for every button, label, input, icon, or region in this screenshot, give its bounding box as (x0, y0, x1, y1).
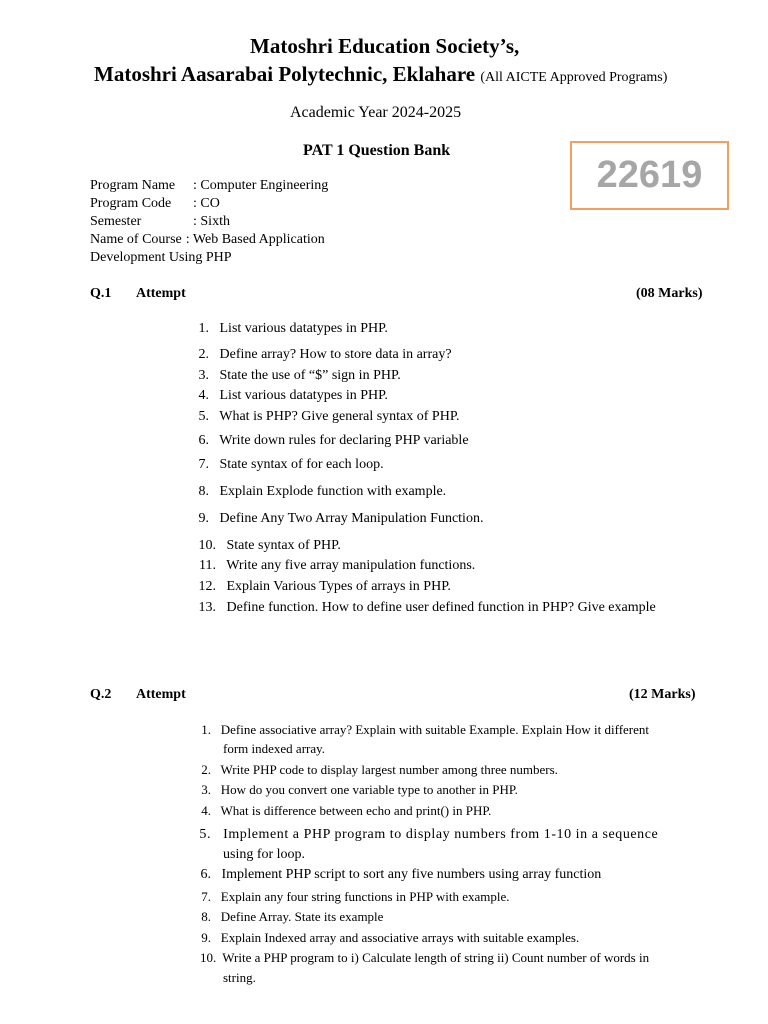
question-item: 9. Explain Indexed array and associative arrays with suitable examples. (201, 930, 580, 945)
info-row (90, 231, 328, 249)
institute-title: Matoshri Aasarabai Polytechnic, Eklahare (94, 62, 476, 86)
question-item: 10. Write a PHP program to i) Calculate length of string ii) Count number of words in (200, 950, 650, 965)
question-item: 2. Write PHP code to display largest number among three numbers. (201, 762, 558, 777)
question-item: 3. State the use of “$” sign in PHP. (198, 368, 401, 383)
q2-number: Q.2 (90, 687, 112, 702)
info-value: : Web Based Application (185, 232, 325, 247)
info-row (90, 213, 328, 231)
question-item-continuation: string. (223, 970, 256, 985)
question-item: 1. Define associative array? Explain with suitable Example. Explain How it different (201, 722, 650, 737)
info-key: Semester (90, 214, 142, 229)
question-item: 5. What is PHP? Give general syntax of PHP. (198, 409, 460, 424)
q1-marks: (08 Marks) (636, 286, 703, 301)
info-key: Program Code (90, 196, 172, 211)
question-item: 7. State syntax of for each loop. (198, 457, 384, 472)
q2-marks: (12 Marks) (629, 687, 696, 702)
institute-name (94, 62, 667, 87)
document-title: PAT 1 Question Bank (303, 142, 451, 159)
approval-note: (All AICTE Approved Programs) (480, 70, 668, 85)
info-value: : Computer Engineering (193, 178, 329, 193)
question-item: 6. Implement PHP script to sort any five numbers using array function (200, 867, 602, 882)
question-item: 13. Define function. How to define user defined function in PHP? Give example (198, 600, 656, 615)
question-item: 4. What is difference between echo and print() in PHP. (201, 803, 492, 818)
question-item-continuation: using for loop. (223, 847, 306, 862)
info-value: : CO (193, 196, 220, 211)
question-item: 6. Write down rules for declaring PHP variable (198, 433, 469, 448)
question-item: 7. Explain any four string functions in PHP with example. (201, 889, 510, 904)
question-item: 8. Explain Explode function with example. (198, 484, 447, 499)
question-item: 12. Explain Various Types of arrays in PHP. (198, 579, 451, 594)
program-info (90, 177, 328, 267)
question-item: 11. Write any five array manipulation functions. (199, 558, 476, 573)
q1-number: Q.1 (90, 286, 112, 301)
q1-label: Attempt (136, 286, 186, 301)
question-item: 3. How do you convert one variable type to another in PHP. (201, 782, 518, 797)
academic-year: Academic Year 2024-2025 (290, 104, 462, 121)
question-item-continuation: form indexed array. (223, 741, 326, 756)
question-item: 8. Define Array. State its example (201, 909, 384, 924)
question-item: 4. List various datatypes in PHP. (198, 388, 388, 403)
question-item: 10. State syntax of PHP. (198, 538, 341, 553)
question-item: 2. Define array? How to store data in array? (198, 347, 452, 362)
info-row (90, 195, 328, 213)
info-continuation: Development Using PHP (90, 250, 232, 265)
info-key: Program Name (90, 178, 176, 193)
question-item: 1. List various datatypes in PHP. (198, 321, 388, 336)
info-row (90, 177, 328, 195)
q2-label: Attempt (136, 687, 186, 702)
info-key: Name of Course (90, 232, 182, 247)
society-name: Matoshri Education Society’s, (250, 34, 520, 58)
question-item: 5. Implement a PHP program to display numbers from 1-10 in a sequence (199, 827, 659, 842)
info-value: : Sixth (193, 214, 230, 229)
course-code-box: 22619 (570, 141, 729, 210)
question-item: 9. Define Any Two Array Manipulation Function. (198, 511, 484, 526)
